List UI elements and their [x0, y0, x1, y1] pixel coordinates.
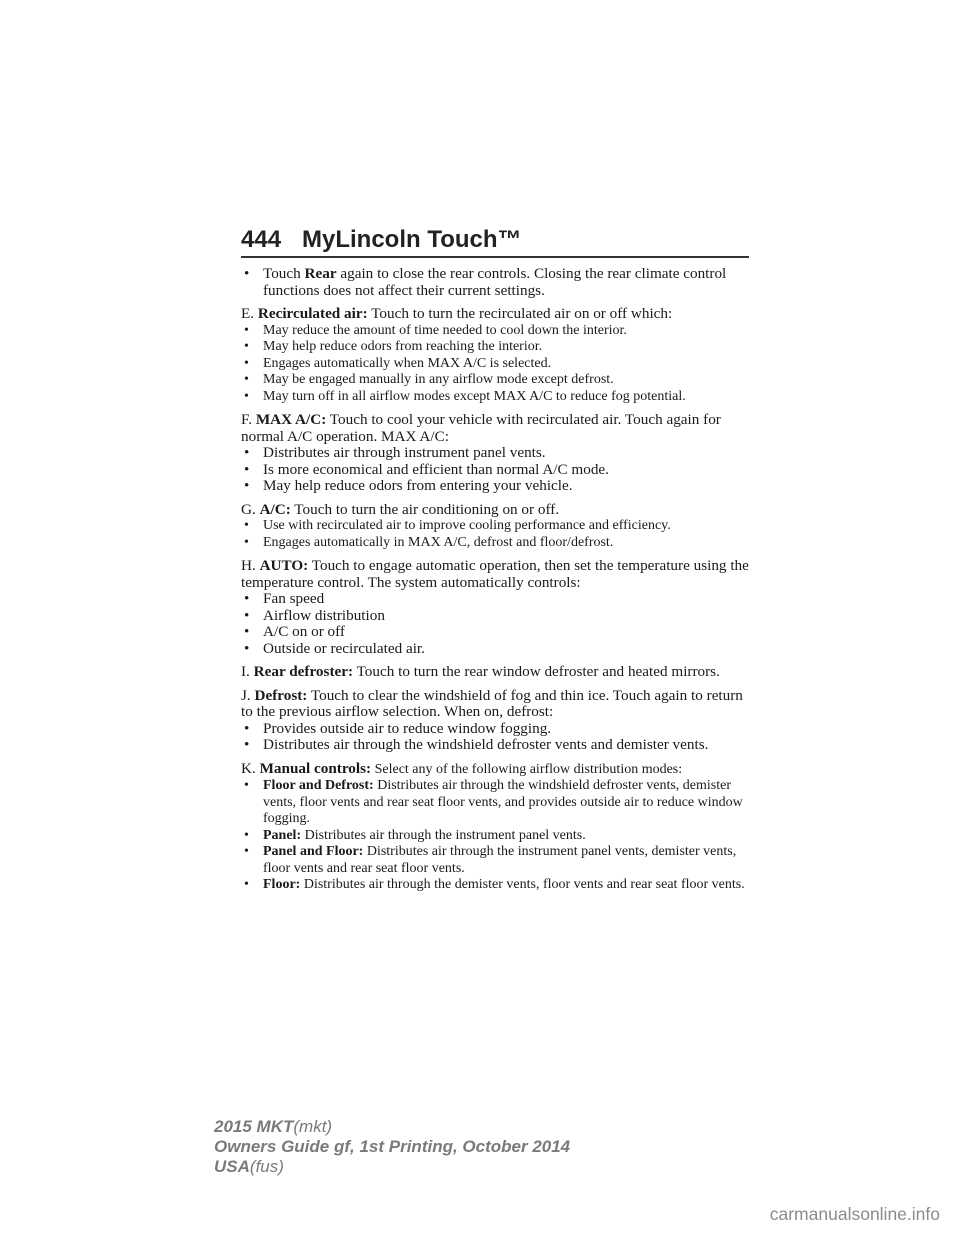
- section-g: G. A/C: Touch to turn the air conditioning on or off.: [241, 500, 560, 518]
- list-item: • Provides outside air to reduce window fogging.: [241, 721, 751, 738]
- footer-market: USA: [214, 1157, 250, 1176]
- header-rule: [241, 256, 749, 258]
- page-footer: [214, 1117, 570, 1177]
- page-number: 444: [241, 226, 282, 253]
- list-item: • Floor and Defrost: Distributes air through the windshield defroster vents, demister vents, floor vents and rear seat floor vents, and provides outside air to reduce window fogging.: [241, 778, 751, 828]
- footer-model: 2015 MKT: [214, 1117, 294, 1136]
- list-item: • Panel and Floor: Distributes air through the instrument panel vents, demister vents, floor vents and rear seat floor vents.: [241, 844, 751, 877]
- list-item: • Is more economical and efficient than normal A/C mode.: [241, 462, 751, 479]
- list-item: • Distributes air through instrument panel vents.: [241, 445, 751, 462]
- section-h: H. AUTO: Touch to engage automatic operation, then set the temperature using the temperature control. The system automatically controls:: [241, 557, 749, 591]
- list-item: • Airflow distribution: [241, 608, 751, 625]
- section-i: I. Rear defroster: Touch to turn the rear window defroster and heated mirrors.: [241, 663, 720, 680]
- list-item: • Distributes air through the windshield defroster vents and demister vents.: [241, 737, 751, 754]
- list-item: • Floor: Distributes air through the demister vents, floor vents and rear seat floor vents.: [241, 877, 751, 894]
- list-item: • Use with recirculated air to improve cooling performance and efficiency.: [241, 518, 751, 535]
- page-content: [241, 266, 751, 894]
- list-item: • May help reduce odors from reaching the interior.: [241, 339, 751, 356]
- watermark: carmanualsonline.info: [769, 1204, 940, 1224]
- chapter-title: MyLincoln Touch™: [302, 226, 522, 253]
- section-k: K. Manual controls: Select any of the following airflow distribution modes:: [241, 759, 683, 777]
- section-j: J. Defrost: Touch to clear the windshield of fog and thin ice. Touch again to return to the previous airflow selection. When on, defrost:: [241, 686, 743, 720]
- section-f: F. MAX A/C: Touch to cool your vehicle with recirculated air. Touch again for normal A/C operation. MAX A/C:: [241, 411, 721, 445]
- list-item: • May turn off in all airflow modes except MAX A/C to reduce fog potential.: [241, 389, 751, 406]
- list-item: • May be engaged manually in any airflow mode except defrost.: [241, 372, 751, 389]
- list-item: • Outside or recirculated air.: [241, 641, 751, 658]
- list-item: • May help reduce odors from entering your vehicle.: [241, 478, 751, 495]
- list-item: • Fan speed: [241, 591, 751, 608]
- list-item: • May reduce the amount of time needed to cool down the interior.: [241, 323, 751, 340]
- list-item: • A/C on or off: [241, 624, 751, 641]
- list-item: • Panel: Distributes air through the instrument panel vents.: [241, 828, 751, 845]
- list-item: • Engages automatically in MAX A/C, defrost and floor/defrost.: [241, 535, 751, 552]
- footer-market-code: (fus): [249, 1157, 284, 1176]
- list-item: • Touch Rear again to close the rear controls. Closing the rear climate control functions does not affect their current settings.: [241, 266, 751, 299]
- footer-guide: Owners Guide gf, 1st Printing, October 2014: [214, 1137, 571, 1156]
- section-e: E. Recirculated air: Touch to turn the recirculated air on or off which:: [241, 305, 673, 322]
- footer-model-code: (mkt): [293, 1117, 333, 1136]
- list-item: • Engages automatically when MAX A/C is selected.: [241, 356, 751, 373]
